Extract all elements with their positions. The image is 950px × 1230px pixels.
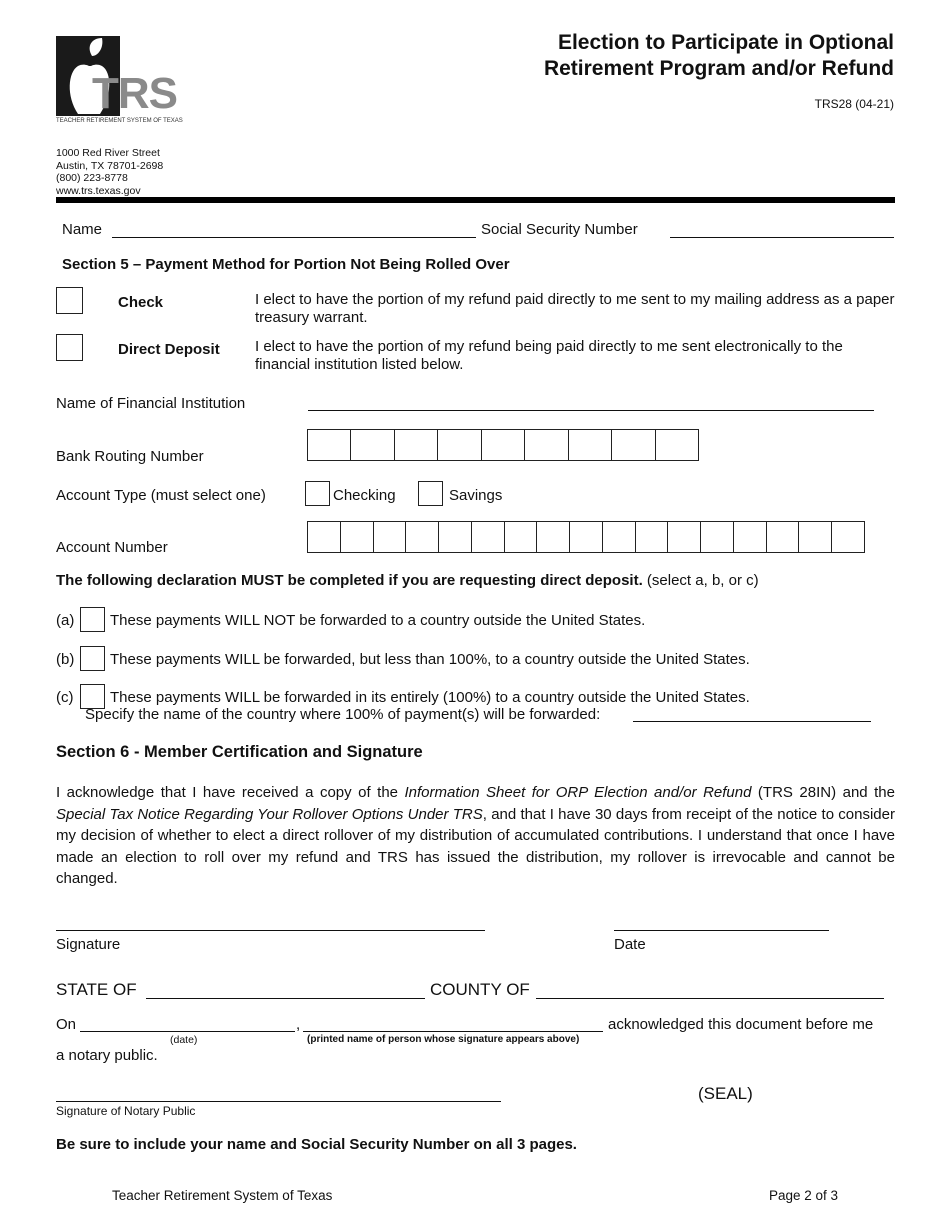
name-field[interactable]	[112, 237, 476, 238]
section6-heading: Section 6 - Member Certification and Signature	[56, 743, 423, 761]
notary-public-text: a notary public.	[56, 1047, 158, 1064]
option-a-letter: (a)	[56, 612, 75, 629]
para-part-2: (TRS 28IN) and the	[751, 784, 895, 801]
option-b-text: These payments WILL be forwarded, but less than 100%, to a country outside the United States.	[110, 651, 750, 668]
declaration-note: (select a, b, or c)	[642, 572, 759, 589]
website: www.trs.texas.gov	[56, 184, 141, 197]
address-line-2: Austin, TX 78701-2698	[56, 159, 164, 172]
notary-signature-label: Signature of Notary Public	[56, 1104, 196, 1118]
date-label: Date	[614, 936, 646, 953]
financial-institution-label: Name of Financial Institution	[56, 395, 246, 412]
reminder: Be sure to include your name and Social Security Number on all 3 pages.	[56, 1136, 577, 1153]
footer-org: Teacher Retirement System of Texas	[112, 1188, 333, 1203]
form-title	[544, 30, 894, 82]
trs-logo	[56, 36, 183, 128]
country-field[interactable]	[633, 721, 871, 722]
checking-label: Checking	[333, 487, 396, 504]
logo-text: TRS	[92, 69, 177, 118]
option-b-letter: (b)	[56, 651, 75, 668]
option-b-checkbox[interactable]	[80, 646, 105, 671]
title-line-1: Election to Participate in Optional	[557, 31, 894, 54]
signature-field[interactable]	[56, 930, 485, 931]
county-field[interactable]	[536, 998, 884, 999]
section5-heading: Section 5 – Payment Method for Portion Not Being Rolled Over	[62, 256, 510, 273]
title-line-2: Retirement Program and/or Refund	[543, 57, 894, 80]
direct-deposit-description: I elect to have the portion of my refund being paid directly to me sent electronically to the financial institution listed below.	[255, 338, 843, 373]
declaration-instruction	[56, 572, 759, 589]
account-type-label: Account Type (must select one)	[56, 487, 266, 504]
savings-label: Savings	[449, 487, 503, 504]
seal-label: (SEAL)	[698, 1084, 753, 1103]
date-caption: (date)	[170, 1034, 198, 1046]
phone: (800) 223-8778	[56, 172, 128, 184]
direct-deposit-label: Direct Deposit	[118, 341, 220, 358]
option-c-text: These payments WILL be forwarded in its entirely (100%) to a country outside the United States.	[110, 689, 750, 706]
comma: ,	[296, 1016, 301, 1033]
certification-paragraph	[56, 782, 895, 890]
county-of-label: COUNTY OF	[430, 980, 530, 999]
header-divider	[56, 197, 895, 203]
para-italic-1: Information Sheet for ORP Election and/or Refund	[404, 784, 752, 801]
ssn-field[interactable]	[670, 237, 894, 238]
option-a-checkbox[interactable]	[80, 607, 105, 632]
routing-number-label: Bank Routing Number	[56, 448, 204, 465]
date-field[interactable]	[614, 930, 829, 931]
savings-checkbox[interactable]	[418, 481, 443, 506]
signature-label: Signature	[56, 936, 121, 953]
financial-institution-field[interactable]	[308, 410, 874, 411]
option-c-specify: Specify the name of the country where 100% of payment(s) will be forwarded:	[85, 706, 601, 723]
notary-signature-field[interactable]	[56, 1101, 501, 1102]
declaration-bold: The following declaration MUST be completed if you are requesting direct deposit.	[56, 572, 643, 589]
name-label: Name	[62, 221, 103, 238]
account-number-grid[interactable]	[307, 521, 865, 553]
printed-name-field[interactable]	[303, 1031, 603, 1032]
account-number-label: Account Number	[56, 539, 168, 556]
check-description: I elect to have the portion of my refund paid directly to me sent to my mailing address as a paper treasury warrant.	[255, 291, 895, 326]
ssn-label: Social Security Number	[481, 221, 638, 238]
para-italic-2: Special Tax Notice Regarding Your Rollover Options Under TRS	[56, 805, 483, 823]
check-checkbox[interactable]	[56, 287, 83, 314]
direct-deposit-checkbox[interactable]	[56, 334, 83, 361]
checking-checkbox[interactable]	[305, 481, 330, 506]
para-part-1: I acknowledge that I have received a copy of the	[56, 784, 405, 801]
address-line-1: 1000 Red River Street	[56, 147, 160, 159]
logo-subtitle: TEACHER RETIREMENT SYSTEM OF TEXAS	[56, 118, 183, 124]
option-a-text: These payments WILL NOT be forwarded to a country outside the United States.	[110, 612, 646, 629]
option-c-letter: (c)	[56, 689, 74, 706]
state-of-label: STATE OF	[56, 980, 137, 999]
address-block	[56, 147, 163, 197]
notary-date-field[interactable]	[80, 1031, 295, 1032]
form-code: TRS28 (04-21)	[814, 97, 894, 111]
state-field[interactable]	[146, 998, 425, 999]
printed-name-caption: (printed name of person whose signature appears above)	[307, 1034, 580, 1045]
check-label: Check	[118, 294, 164, 311]
ack-text: acknowledged this document before me	[608, 1016, 874, 1033]
on-label: On	[56, 1016, 77, 1033]
footer-page: Page 2 of 3	[768, 1188, 838, 1203]
para-part-3: , and that I have 30 days from receipt of the notice to consider my decision of whether to elect a direct rollover of my distribution of accumulated contributions. I understand that once I have made an election to roll over my refund and TRS has issued the distribution, my rollover is irrevocable and cannot be changed.	[56, 805, 895, 887]
routing-number-grid[interactable]	[307, 429, 699, 461]
